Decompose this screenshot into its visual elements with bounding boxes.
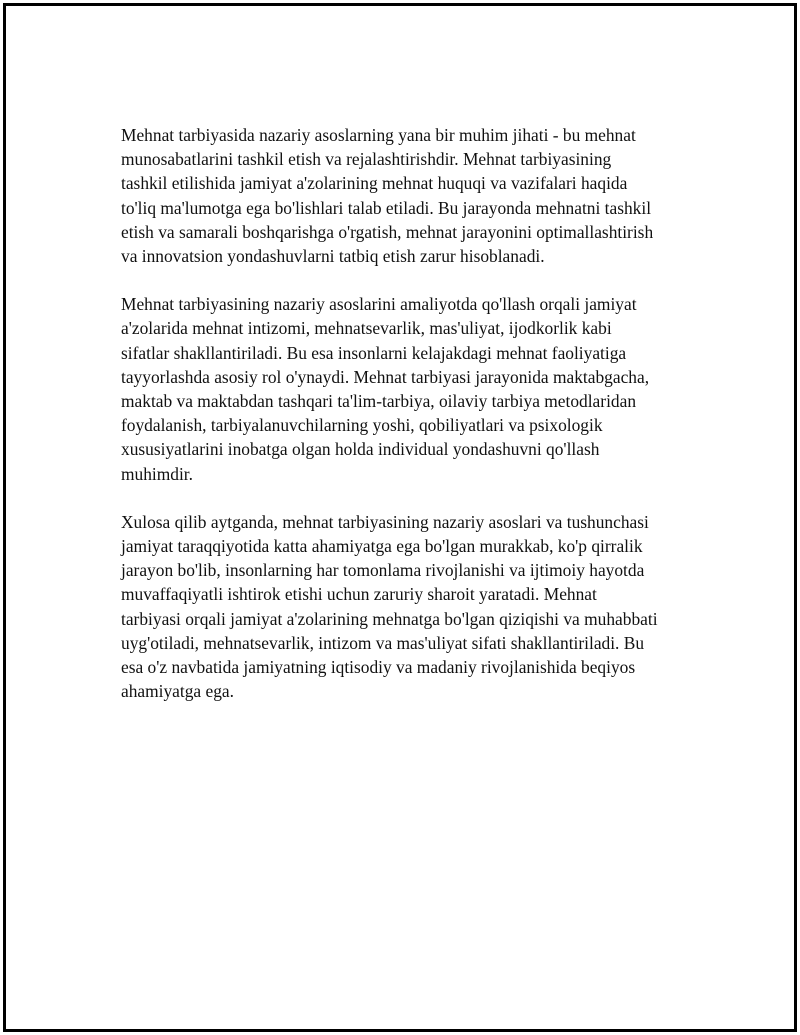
text-line: ahamiyatga ega. [121, 681, 234, 702]
paragraph-3 [121, 510, 696, 704]
text-line: a'zolarida mehnat intizomi, mehnatsevarlik, mas'uliyat, ijodkorlik kabi [121, 318, 612, 339]
text-line: xususiyatlarini inobatga olgan holda individual yondashuvni qo'llash [121, 439, 600, 460]
page-border [3, 3, 797, 1032]
text-line: tayyorlashda asosiy rol o'ynaydi. Mehnat tarbiyasi jarayonida maktabgacha, [121, 366, 650, 387]
text-line: esa o'z navbatida jamiyatning iqtisodiy va madaniy rivojlanishida beqiyos [121, 657, 636, 678]
document-body [121, 123, 696, 703]
text-line: to'liq ma'lumotga ega bo'lishlari talab etiladi. Bu jarayonda mehnatni tashkil [121, 197, 652, 218]
text-line: sifatlar shakllantiriladi. Bu esa insonlarni kelajakdagi mehnat faoliyatiga [121, 342, 627, 363]
text-line: va innovatsion yondashuvlarni tatbiq etish zarur hisoblanadi. [121, 246, 545, 267]
text-line: muvaffaqiyatli ishtirok etishi uchun zaruriy sharoit yaratadi. Mehnat [121, 584, 597, 605]
text-line: tashkil etilishida jamiyat a'zolarining mehnat huquqi va vazifalari haqida [121, 173, 628, 194]
text-line: etish va samarali boshqarishga o'rgatish, mehnat jarayonini optimallashtirish [121, 221, 654, 242]
text-line: jarayon bo'lib, insonlarning har tomonlama rivojlanishi va ijtimoiy hayotda [121, 560, 645, 581]
paragraph-1 [121, 123, 696, 268]
text-line: muhimdir. [121, 463, 193, 484]
text-line: munosabatlarini tashkil etish va rejalashtirishdir. Mehnat tarbiyasining [121, 149, 612, 170]
text-line: Mehnat tarbiyasining nazariy asoslarini amaliyotda qo'llash orqali jamiyat [121, 294, 637, 315]
text-line: tarbiyasi orqali jamiyat a'zolarining mehnatga bo'lgan qiziqishi va muhabbati [121, 608, 658, 629]
paragraph-2 [121, 292, 696, 486]
text-line: jamiyat taraqqiyotida katta ahamiyatga ega bo'lgan murakkab, ko'p qirralik [121, 536, 643, 557]
paragraph-spacer [121, 268, 696, 292]
text-line: maktab va maktabdan tashqari ta'lim-tarbiya, oilaviy tarbiya metodlaridan [121, 391, 637, 412]
text-line: uyg'otiladi, mehnatsevarlik, intizom va mas'uliyat sifati shakllantiriladi. Bu [121, 632, 645, 653]
text-line: Mehnat tarbiyasida nazariy asoslarning yana bir muhim jihati - bu mehnat [121, 125, 636, 145]
text-line: Xulosa qilib aytganda, mehnat tarbiyasining nazariy asoslari va tushunchasi [121, 511, 649, 532]
paragraph-spacer [121, 486, 696, 510]
text-line: foydalanish, tarbiyalanuvchilarning yoshi, qobiliyatlari va psixologik [121, 415, 603, 436]
